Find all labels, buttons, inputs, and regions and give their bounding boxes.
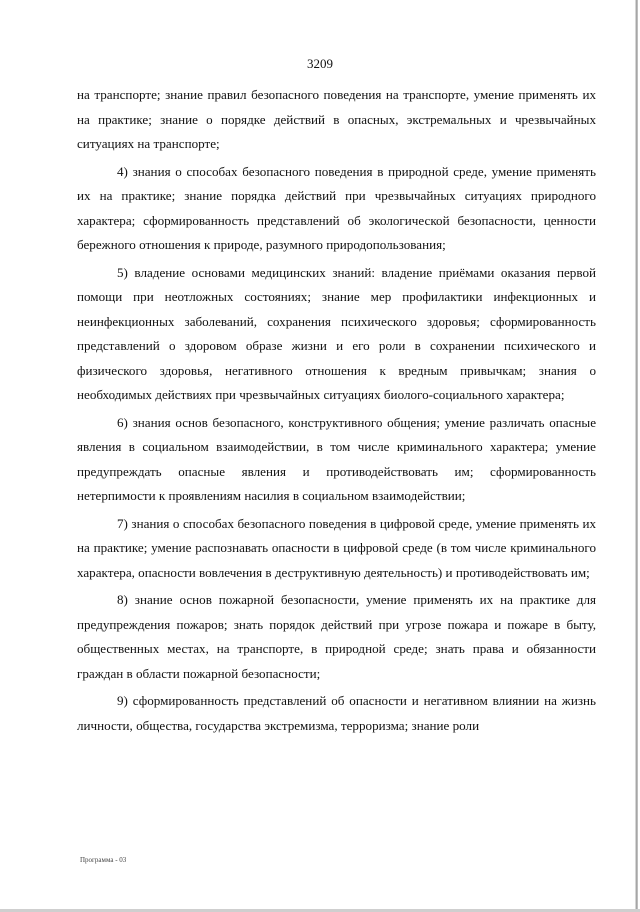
paragraph-item-6: 6) знания основ безопасного, конструктивного общения; умение различать опасные явления в социальном взаимодействии, в том числе криминального характера; умение предупреждать опасные явления и противодействовать им; сформированность нетерпимости к проявлениям насилия в социальном взаимодействии;: [77, 414, 596, 503]
paragraph-continuation: на транспорте; знание правил безопасного поведения на транспорте, умение применять их на практике; знание о порядке действий в опасных, экстремальных и чрезвычайных ситуациях на транспорте;: [77, 87, 596, 151]
footer-label: Программа - 03: [80, 856, 127, 864]
paragraph-item-5: 5) владение основами медицинских знаний: владение приёмами оказания первой помощи при неотложных состояниях; знание мер профилактики инфекционных и неинфекционных заболеваний, сохранения психического здоровья; сформированность представлений о здоровом образе жизни и его роли в сохранении психического и физического здоровья, негативного отношения к вредным привычкам; знания о необходимых действиях при чрезвычайных ситуациях биолого-социального характера;: [77, 264, 596, 402]
paragraph-item-9: 9) сформированность представлений об опасности и негативном влиянии на жизнь личности, общества, государства экстремизма, терроризма; знание роли: [77, 693, 596, 733]
page-body: [77, 83, 596, 741]
paragraph-item-8: 8) знание основ пожарной безопасности, умение применять их на практике для предупреждения пожаров; знать порядок действий при угрозе пожара и пожаре в быту, общественных местах, на транспорте, в природной среде; знать права и обязанности граждан в области пожарной безопасности;: [77, 592, 596, 681]
scan-edge-right: [635, 0, 638, 912]
paragraph-item-4: 4) знания о способах безопасного поведения в природной среде, умение применять их на практике; знание порядка действий при чрезвычайных ситуациях природного характера; сформированность представлений об экологической безопасности, ценности бережного отношения к природе, разумного природопользования;: [77, 163, 596, 252]
page-number: 3209: [307, 56, 333, 71]
paragraph-item-7: 7) знания о способах безопасного поведения в цифровой среде, умение применять их на практике; умение распознавать опасности в цифровой среде (в том числе криминального характера, опасности вовлечения в деструктивную деятельность) и противодействовать им;: [77, 515, 596, 580]
